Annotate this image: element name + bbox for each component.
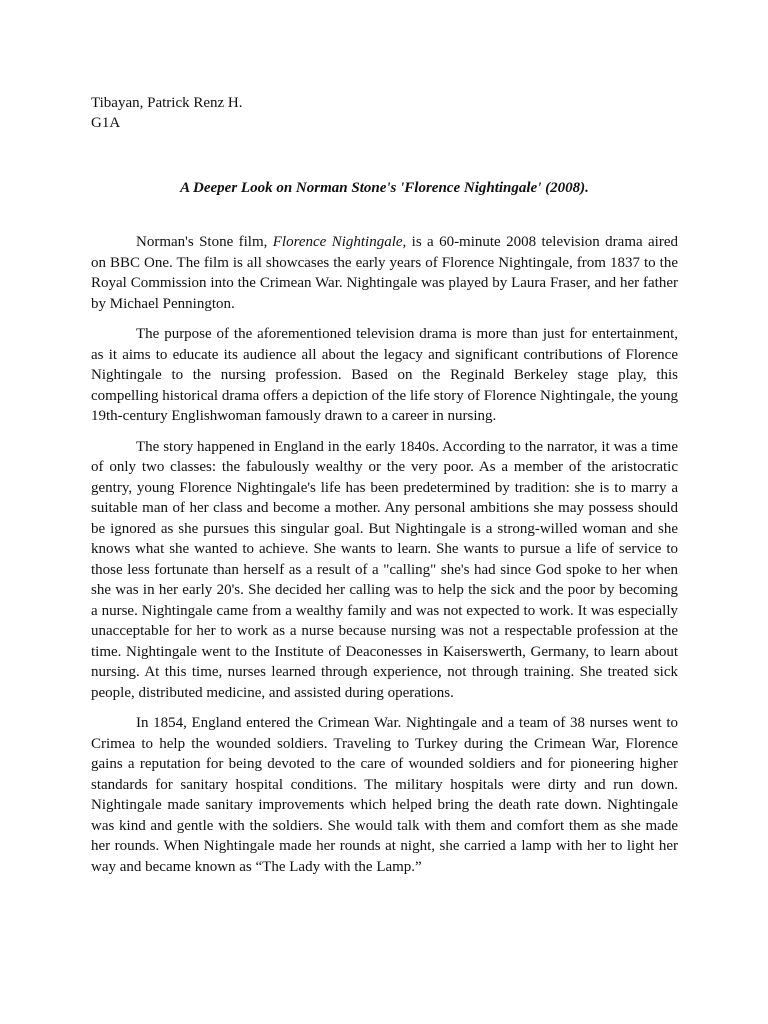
paragraph-1-rest: is a 60-minute 2008 television drama aired on BBC One. The film is all showcases the early years of Florence Nightingale, from 1837 to the Royal Commission into the Crimean War. Nightingale was played by Laura Fraser, and her father by Michael Pennington. <box>91 234 678 312</box>
paragraph-3: The story happened in England in the early 1840s. According to the narrator, it was a time of only two classes: the fabulously wealthy or the very poor. As a member of the aristocratic gentry, young Florence Nightingale's life has been predetermined by tradition: she is to marry a suitable man of her class and become a mother. Any personal ambitions she may possess should be ignored as she pursues this singular goal. But Nightingale is a strong-willed woman and she knows what she wanted to achieve. She wants to learn. She wants to pursue a life of service to those less fortunate than herself as a result of a "calling" she's had since God spoke to her when she was in her early 20's. She decided her calling was to help the sick and the poor by becoming a nurse. Nightingale came from a wealthy family and was not expected to work. It was especially unacceptable for her to work as a nurse because nursing was not a respectable profession at the time. Nightingale went to the Institute of Deaconesses in Kaiserswerth, Germany, to learn about nursing. At this time, nurses learned through experience, not through training. She treated sick people, distributed medicine, and assisted during operations. <box>91 438 678 701</box>
author-name: Tibayan, Patrick Renz H. <box>91 95 243 111</box>
paragraph-4: In 1854, England entered the Crimean War. Nightingale and a team of 38 nurses went to Crimea to help the wounded soldiers. Traveling to Turkey during the Crimean War, Florence gains a reputation for being devoted to the care of wounded soldiers and for pioneering higher standards for sanitary hospital conditions. The military hospitals were dirty and run down. Nightingale made sanitary improvements which helped bring the death rate down. Nightingale was kind and gentle with the soldiers. She would talk with them and comfort them as she made her rounds. When Nightingale made her rounds at night, she carried a lamp with her to light her way and became known as “The Lady with the Lamp.” <box>91 715 678 875</box>
paragraph-2: The purpose of the aforementioned television drama is more than just for entertainment, as it aims to educate its audience all about the legacy and significant contributions of Florence Nightingale to the nursing profession. Based on the Reginald Berkeley stage play, this compelling historical drama offers a depiction of the life story of Florence Nightingale, the young 19th-century Englishwoman famously drawn to a career in nursing. <box>91 326 678 424</box>
film-title: Florence Nightingale, <box>272 234 407 250</box>
paragraph-1 <box>91 232 678 314</box>
paragraph-1-lead: Norman's Stone film, <box>136 234 273 250</box>
author-block <box>91 93 243 133</box>
essay-title: A Deeper Look on Norman Stone's 'Florence Nightingale' (2008). <box>180 180 589 196</box>
section-label: G1A <box>91 115 121 131</box>
essay-body <box>91 232 678 887</box>
